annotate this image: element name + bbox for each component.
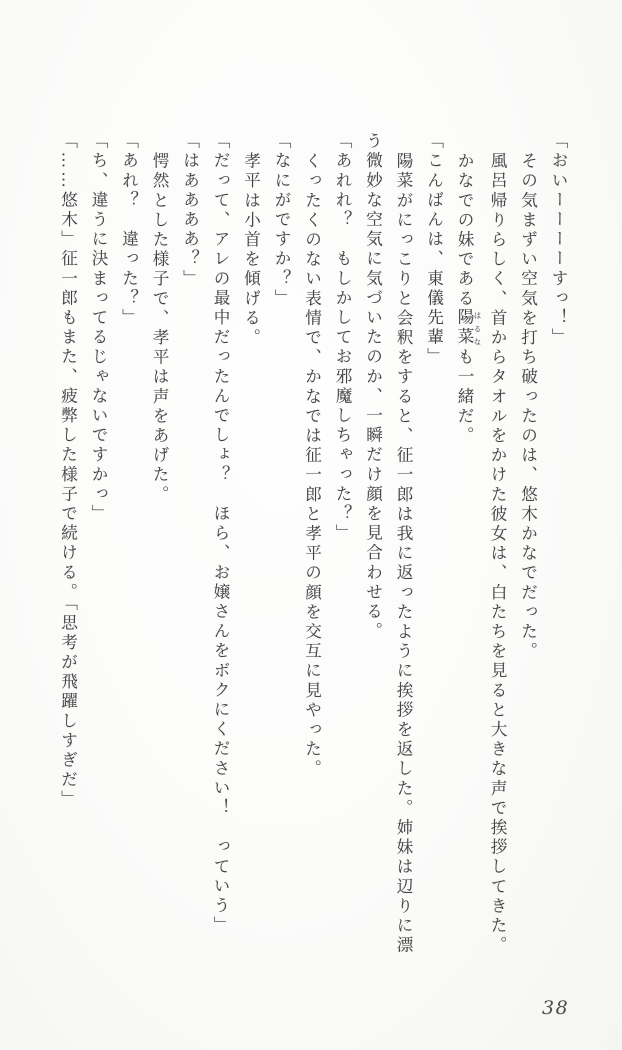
text-line: 「こんばんは、東儀先輩」 [424,132,444,368]
text-line: かなでの妹である陽菜 はるなも一緒だ。 [455,151,482,446]
text-line: 「ち、違うに決まってるじゃないですかっ」 [89,132,108,524]
text-line: 孝平は小首を傾げる。 [241,151,261,348]
text-line: 「なにがですか？」 [272,132,291,309]
text-line: 風呂帰りらしく、首からタオルをかけた彼女は、白たちを見ると大きな声で挨拶してきた。 [488,151,507,956]
text-line: 「あれれ？ もしかしてお邪魔しちゃった？」 [333,132,352,544]
text-line: くったくのない表情で、かなでは征一郎と孝平の顔を交互に見やった。 [302,151,322,779]
furigana: はるな [473,308,482,348]
text-line: 「はああああ？」 [180,132,200,289]
text-line: 「おいーーーーすっ！」 [549,132,568,348]
text-line: その気まずい空気を打ち破ったのは、悠木かなでだった。 [518,151,538,662]
ruby-annotated-name: 陽菜 はるな [455,308,482,348]
novel-text-block [52,132,573,957]
text-line: 陽菜がにっこりと会釈をすると、征一郎は我に返ったように挨拶を返した。姉妹は辺りに漂う微妙な空気に気づいたのか、一瞬だけ顔を見合わせる。 [363,132,413,956]
text-line: 愕然とした様子で、孝平は声をあげた。 [150,151,169,505]
text-line: 「あれ？ 違った？」 [119,132,139,328]
text-line: 「……悠木」征一郎もまた、疲弊した様子で続ける。「思考が飛躍しすぎだ」 [58,132,78,810]
text-line: 「だって、アレの最中だったんでしょ？ ほら、お嬢さんをボクにください！ っていう」 [211,132,230,936]
page-number: 38 [542,997,570,1019]
